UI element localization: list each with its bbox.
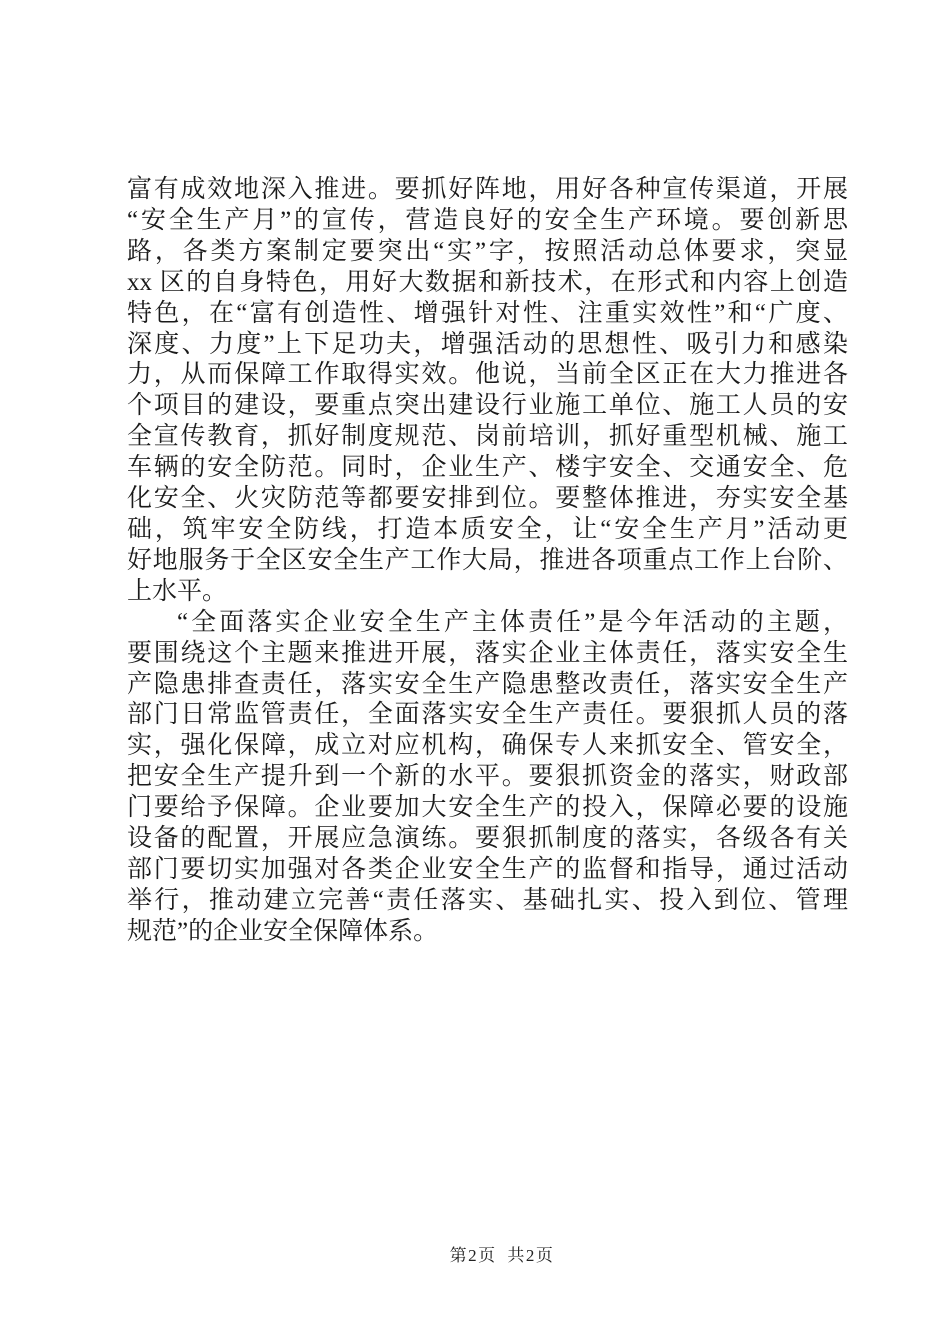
- page-number-footer: 第2页 共2页: [449, 1246, 555, 1265]
- text-line: 力，从而保障工作取得实效。他说，当前全区正在大力推进各: [127, 361, 848, 389]
- text-line: 规范”的企业安全保障体系。: [127, 917, 439, 945]
- text-line: 车辆的安全防范。同时，企业生产、楼宇安全、交通安全、危: [127, 454, 848, 482]
- text-line: 上水平。: [127, 577, 228, 605]
- text-line: 富有成效地深入推进。要抓好阵地，用好各种宣传渠道，开展: [127, 176, 848, 203]
- text-line: 举行，推动建立完善“责任落实、基础扎实、投入到位、管理: [127, 886, 848, 914]
- text-line: “全面落实企业安全生产主体责任”是今年活动的主题，: [177, 608, 848, 636]
- document-body: [127, 175, 848, 948]
- paragraph-2: [127, 608, 848, 948]
- text-line: xx 区的自身特色，用好大数据和新技术，在形式和内容上创造: [127, 268, 848, 296]
- text-line: 特色，在“富有创造性、增强针对性、注重实效性”和“广度、: [127, 299, 848, 327]
- text-line: 要围绕这个主题来推进开展，落实企业主体责任，落实安全生: [127, 639, 848, 667]
- text-line: 个项目的建设，要重点突出建设行业施工单位、施工人员的安: [127, 392, 848, 420]
- text-line: 好地服务于全区安全生产工作大局，推进各项重点工作上台阶、: [127, 546, 848, 574]
- text-line: 实，强化保障，成立对应机构，确保专人来抓安全、管安全，: [127, 732, 848, 760]
- paragraph-1: [127, 175, 848, 608]
- text-line: 门要给予保障。企业要加大安全生产的投入，保障必要的设施: [127, 794, 848, 822]
- text-line: 深度、力度”上下足功夫，增强活动的思想性、吸引力和感染: [127, 330, 848, 358]
- text-line: 化安全、火灾防范等都要安排到位。要整体推进，夯实安全基: [127, 485, 848, 513]
- text-line: 路，各类方案制定要突出“实”字，按照活动总体要求，突显: [127, 237, 848, 265]
- text-line: “安全生产月”的宣传，营造良好的安全生产环境。要创新思: [127, 206, 848, 234]
- text-line: 设备的配置，开展应急演练。要狠抓制度的落实，各级各有关: [127, 825, 848, 853]
- text-line: 把安全生产提升到一个新的水平。要狠抓资金的落实，财政部: [127, 763, 848, 791]
- text-line: 产隐患排查责任，落实安全生产隐患整改责任，落实安全生产: [127, 670, 848, 698]
- text-line: 础，筑牢安全防线，打造本质安全，让“安全生产月”活动更: [127, 515, 848, 543]
- text-line: 部门日常监管责任，全面落实安全生产责任。要狠抓人员的落: [127, 701, 848, 729]
- text-line: 部门要切实加强对各类企业安全生产的监督和指导，通过活动: [127, 855, 848, 883]
- text-line: 全宣传教育，抓好制度规范、岗前培训，抓好重型机械、施工: [127, 423, 848, 451]
